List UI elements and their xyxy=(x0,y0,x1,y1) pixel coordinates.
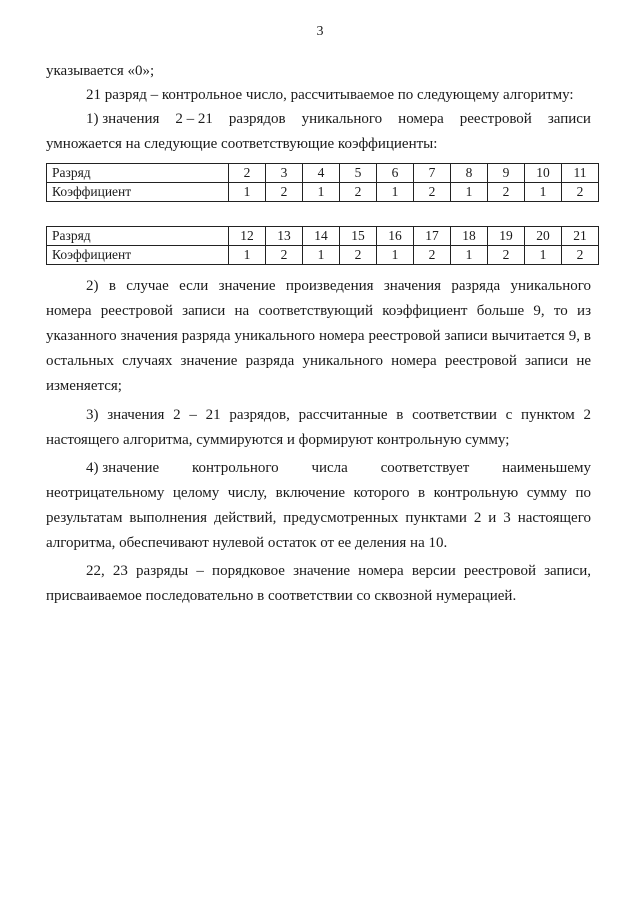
paragraph-line-justified xyxy=(86,406,591,424)
paragraph-line-justified xyxy=(46,509,591,527)
table-cell: 1 xyxy=(303,183,340,202)
paragraph-line: присваиваемое последовательно в соответствии со сквозной нумерацией. xyxy=(46,588,517,604)
paragraph-text: указанного значения разряда уникального номера реестровой записи вычитается 9, в xyxy=(46,328,591,344)
paragraph-line-justified xyxy=(86,277,591,295)
paragraph-line: умножается на следующие соответствующие коэффициенты: xyxy=(46,136,438,152)
table-cell: 8 xyxy=(451,164,488,183)
table-cell: 2 xyxy=(340,183,377,202)
row-label: Коэффициент xyxy=(47,246,229,265)
paragraph-text: результатам выполнения действий, предусмотренных пунктами 2 и 3 настоящего xyxy=(46,510,591,526)
word: номера xyxy=(398,111,444,127)
table-cell: 15 xyxy=(340,227,377,246)
word: записи xyxy=(547,111,591,127)
paragraph-line: изменяется; xyxy=(46,378,122,394)
paragraph-text: 3) значения 2 – 21 разрядов, рассчитанные в соответствии с пунктом 2 xyxy=(86,407,591,423)
paragraph-line: алгоритма, обеспечивают нулевой остаток от ее деления на 10. xyxy=(46,535,448,551)
paragraph-line-justified xyxy=(86,110,591,128)
paragraph-text: неотрицательному целому числу, включение которого в контрольную сумму по xyxy=(46,485,591,501)
table-cell: 19 xyxy=(488,227,525,246)
paragraph-text: 22, 23 разряды – порядковое значение номера версии реестровой записи, xyxy=(86,563,591,579)
row-label: Коэффициент xyxy=(47,183,229,202)
word: 4) значение xyxy=(86,460,160,476)
table-cell: 21 xyxy=(562,227,599,246)
table-cell: 5 xyxy=(340,164,377,183)
paragraph-line-justified xyxy=(86,562,591,580)
table-cell: 2 xyxy=(266,246,303,265)
table-cell: 2 xyxy=(266,183,303,202)
paragraph-line-justified xyxy=(46,327,591,345)
table-cell: 6 xyxy=(377,164,414,183)
row-label: Разряд xyxy=(47,164,229,183)
table-cell: 17 xyxy=(414,227,451,246)
table-cell: 20 xyxy=(525,227,562,246)
table-cell: 18 xyxy=(451,227,488,246)
coefficient-table-2 xyxy=(46,226,599,265)
table-cell: 2 xyxy=(414,246,451,265)
table-cell: 16 xyxy=(377,227,414,246)
word: 1) значения xyxy=(86,111,160,127)
table-cell: 1 xyxy=(229,246,266,265)
table-row-coefficients xyxy=(47,183,599,202)
word: уникального xyxy=(301,111,383,127)
table-cell: 1 xyxy=(451,246,488,265)
coefficient-table-1 xyxy=(46,163,599,202)
table-cell: 2 xyxy=(414,183,451,202)
word: числа xyxy=(311,460,348,476)
word: разрядов xyxy=(228,111,286,127)
table-cell: 1 xyxy=(229,183,266,202)
table-cell: 10 xyxy=(525,164,562,183)
table-cell: 1 xyxy=(303,246,340,265)
table-cell: 1 xyxy=(525,183,562,202)
table-row-digits xyxy=(47,227,599,246)
paragraph-text: остальных случаях значение разряда уникального номера реестровой записи не xyxy=(46,353,591,369)
word: наименьшему xyxy=(502,460,591,476)
table-cell: 7 xyxy=(414,164,451,183)
paragraph-line-justified xyxy=(46,484,591,502)
paragraph-text: 2) в случае если значение произведения значения разряда уникального xyxy=(86,278,591,294)
paragraph-text: номера реестровой записи на соответствующий коэффициент больше 9, то из xyxy=(46,303,591,319)
table-cell: 1 xyxy=(451,183,488,202)
table-cell: 2 xyxy=(488,183,525,202)
word: реестровой xyxy=(459,111,532,127)
word: контрольного xyxy=(191,460,279,476)
page-number: 3 xyxy=(316,24,324,39)
table-cell: 1 xyxy=(377,183,414,202)
table-cell: 12 xyxy=(229,227,266,246)
table-cell: 9 xyxy=(488,164,525,183)
paragraph-line: настоящего алгоритма, суммируются и формируют контрольную сумму; xyxy=(46,432,510,448)
row-label: Разряд xyxy=(47,227,229,246)
table-cell: 1 xyxy=(525,246,562,265)
table-row-digits xyxy=(47,164,599,183)
paragraph-line-justified xyxy=(86,459,591,477)
table-cell: 14 xyxy=(303,227,340,246)
word: 2 – 21 xyxy=(175,111,213,127)
table-cell: 2 xyxy=(340,246,377,265)
table-cell: 11 xyxy=(562,164,599,183)
table-cell: 4 xyxy=(303,164,340,183)
table-cell: 2 xyxy=(488,246,525,265)
table-cell: 3 xyxy=(266,164,303,183)
table-cell: 1 xyxy=(377,246,414,265)
word: соответствует xyxy=(380,460,470,476)
paragraph-line: указывается «0»; xyxy=(46,63,155,79)
table-row-coefficients xyxy=(47,246,599,265)
table-cell: 2 xyxy=(562,246,599,265)
table-cell: 13 xyxy=(266,227,303,246)
table-cell: 2 xyxy=(562,183,599,202)
paragraph-line: 21 разряд – контрольное число, рассчитываемое по следующему алгоритму: xyxy=(86,87,574,103)
paragraph-line-justified xyxy=(46,302,591,320)
table-cell: 2 xyxy=(229,164,266,183)
paragraph-line-justified xyxy=(46,352,591,370)
